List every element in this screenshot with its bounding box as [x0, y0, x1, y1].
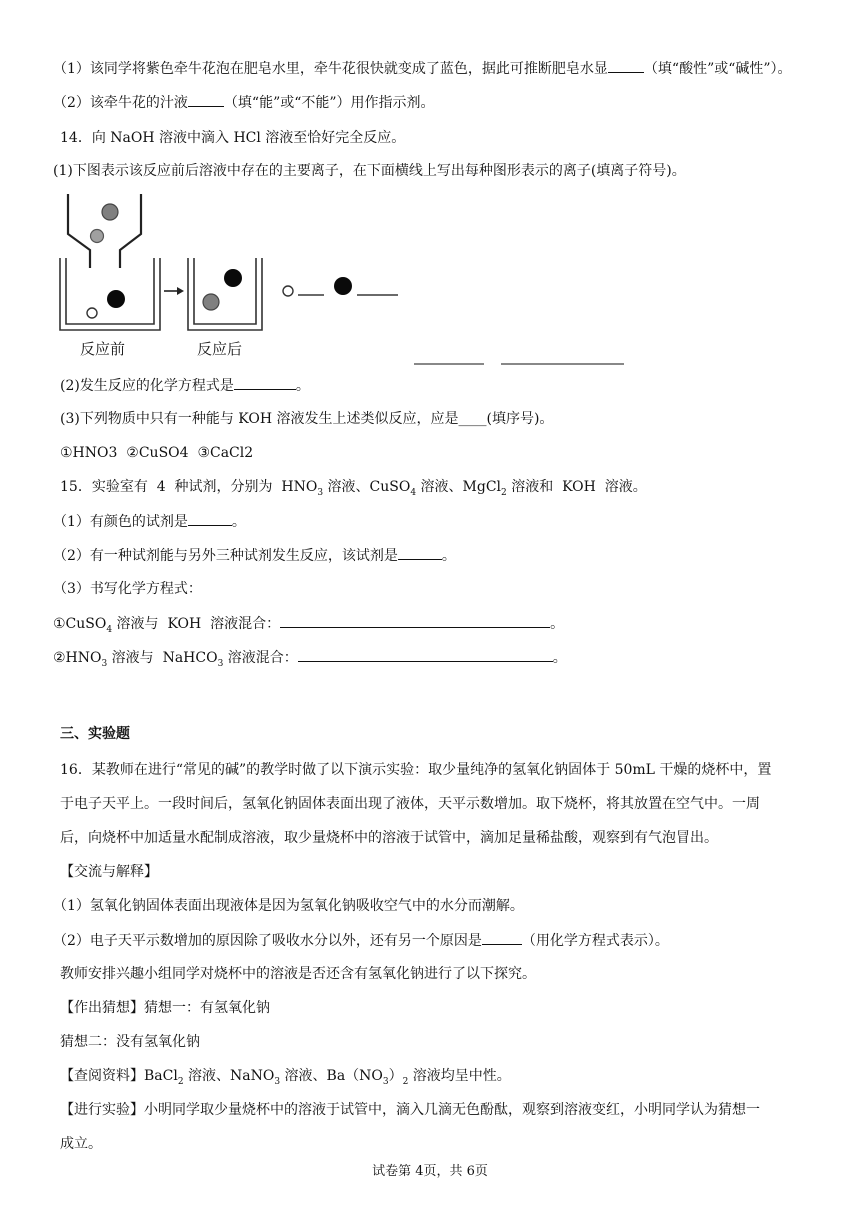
legend-black-ion	[334, 277, 352, 295]
section-title: 三、实验题	[60, 726, 130, 742]
q15-equation1: ①CuSO$_4$ 溶液与 KOH 溶液混合： 。	[53, 613, 564, 640]
ion-dark-gray-in-dropper	[102, 204, 118, 220]
ion-black-after	[224, 269, 242, 287]
q14-part1: (1)下图表示该反应前后溶液中存在的主要离子，在下面横线上写出每种图形表示的离子(填离子符号)。	[53, 163, 686, 179]
q16-guess1: 【作出猜想】猜想一：有氢氧化钠	[60, 1000, 270, 1016]
q14-stem: 14．向 NaOH 溶液中滴入 HCl 溶液至恰好完全反应。	[60, 130, 406, 146]
q15-part2: （2）有一种试剂能与另外三种试剂发生反应，该试剂是 。	[53, 545, 456, 566]
legend-white-ion	[283, 286, 293, 296]
q16-line2: 于电子天平上。一段时间后，氢氧化钠固体表面出现了液体，天平示数增加。取下烧杯，将其放置在空气中。一周	[60, 796, 760, 812]
dropper	[68, 194, 141, 268]
beaker-after	[188, 258, 262, 330]
q14-part2: (2)发生反应的化学方程式是 。	[60, 375, 310, 396]
arrow-icon	[164, 287, 184, 295]
q16-explanation1: （1）氢氧化钠固体表面出现液体是因为氢氧化钠吸收空气中的水分而潮解。	[53, 898, 524, 914]
q13-part2: （2）该牵牛花的汁液 （填“能”或“不能”）用作指示剂。	[53, 92, 435, 113]
q16-line4: 教师安排兴趣小组同学对烧杯中的溶液是否还含有氢氧化钠进行了以下探究。	[60, 966, 536, 982]
ion-gray-after	[203, 294, 219, 310]
q16-heading-discussion: 【交流与解释】	[60, 864, 158, 880]
ion-black-before	[107, 290, 125, 308]
q14-part3: (3)下列物质中只有一种能与 KOH 溶液发生上述类似反应，应是____(填序号)。	[60, 411, 554, 427]
q15-part1: （1）有颜色的试剂是 。	[53, 511, 246, 532]
q14-options: ①HNO3 ②CuSO4 ③CaCl2	[60, 445, 254, 461]
q16-explanation2: （2）电子天平示数增加的原因除了吸收水分以外，还有另一个原因是 （用化学方程式表示）。	[53, 930, 669, 951]
q16-experiment-line2: 成立。	[60, 1136, 102, 1152]
q16-guess2: 猜想二：没有氢氧化钠	[60, 1034, 200, 1050]
q15-equation2: $②HNO_3$ 溶液与 NaHCO$_3$ 溶液混合： 。	[53, 647, 567, 674]
q16-line3: 后，向烧杯中加适量水配制成溶液，取少量烧杯中的溶液于试管中，滴加足量稀盐酸，观察到有气泡冒出。	[60, 830, 718, 846]
q15-part3: （3）书写化学方程式：	[53, 581, 202, 597]
page-footer: 试卷第 4页，共 6页	[372, 1164, 488, 1179]
label-before: 反应前	[80, 340, 126, 358]
q16-experiment-line1: 【进行实验】小明同学取少量烧杯中的溶液于试管中，滴入几滴无色酚酞，观察到溶液变红，小明同学认为猜想一	[60, 1102, 760, 1118]
reaction-ion-diagram	[54, 188, 634, 368]
ion-white-before	[87, 308, 97, 318]
ion-light-gray-in-dropper	[91, 230, 104, 243]
label-after: 反应后	[197, 340, 243, 358]
q13-part1: （1）该同学将紫色牵牛花泡在肥皂水里，牵牛花很快就变成了蓝色，据此可推断肥皂水显 （填“酸性”或“碱性”）。	[53, 58, 792, 79]
q15-stem: 15．实验室有 4 种试剂，分别为 $HNO_3$ 溶液、CuSO$_4$ 溶液、MgCl$_2$ 溶液和 KOH 溶液。	[60, 479, 647, 498]
q16-line1: 16．某教师在进行“常见的碱”的教学时做了以下演示实验：取少量纯净的氢氧化钠固体于 50mL 干燥的烧杯中，置	[60, 762, 772, 778]
q16-reference: 【查阅资料】BaCl$_2$ 溶液、NaNO$_3$ 溶液、$Ba(NO_3)_2$ 溶液均呈中性。	[60, 1068, 511, 1087]
